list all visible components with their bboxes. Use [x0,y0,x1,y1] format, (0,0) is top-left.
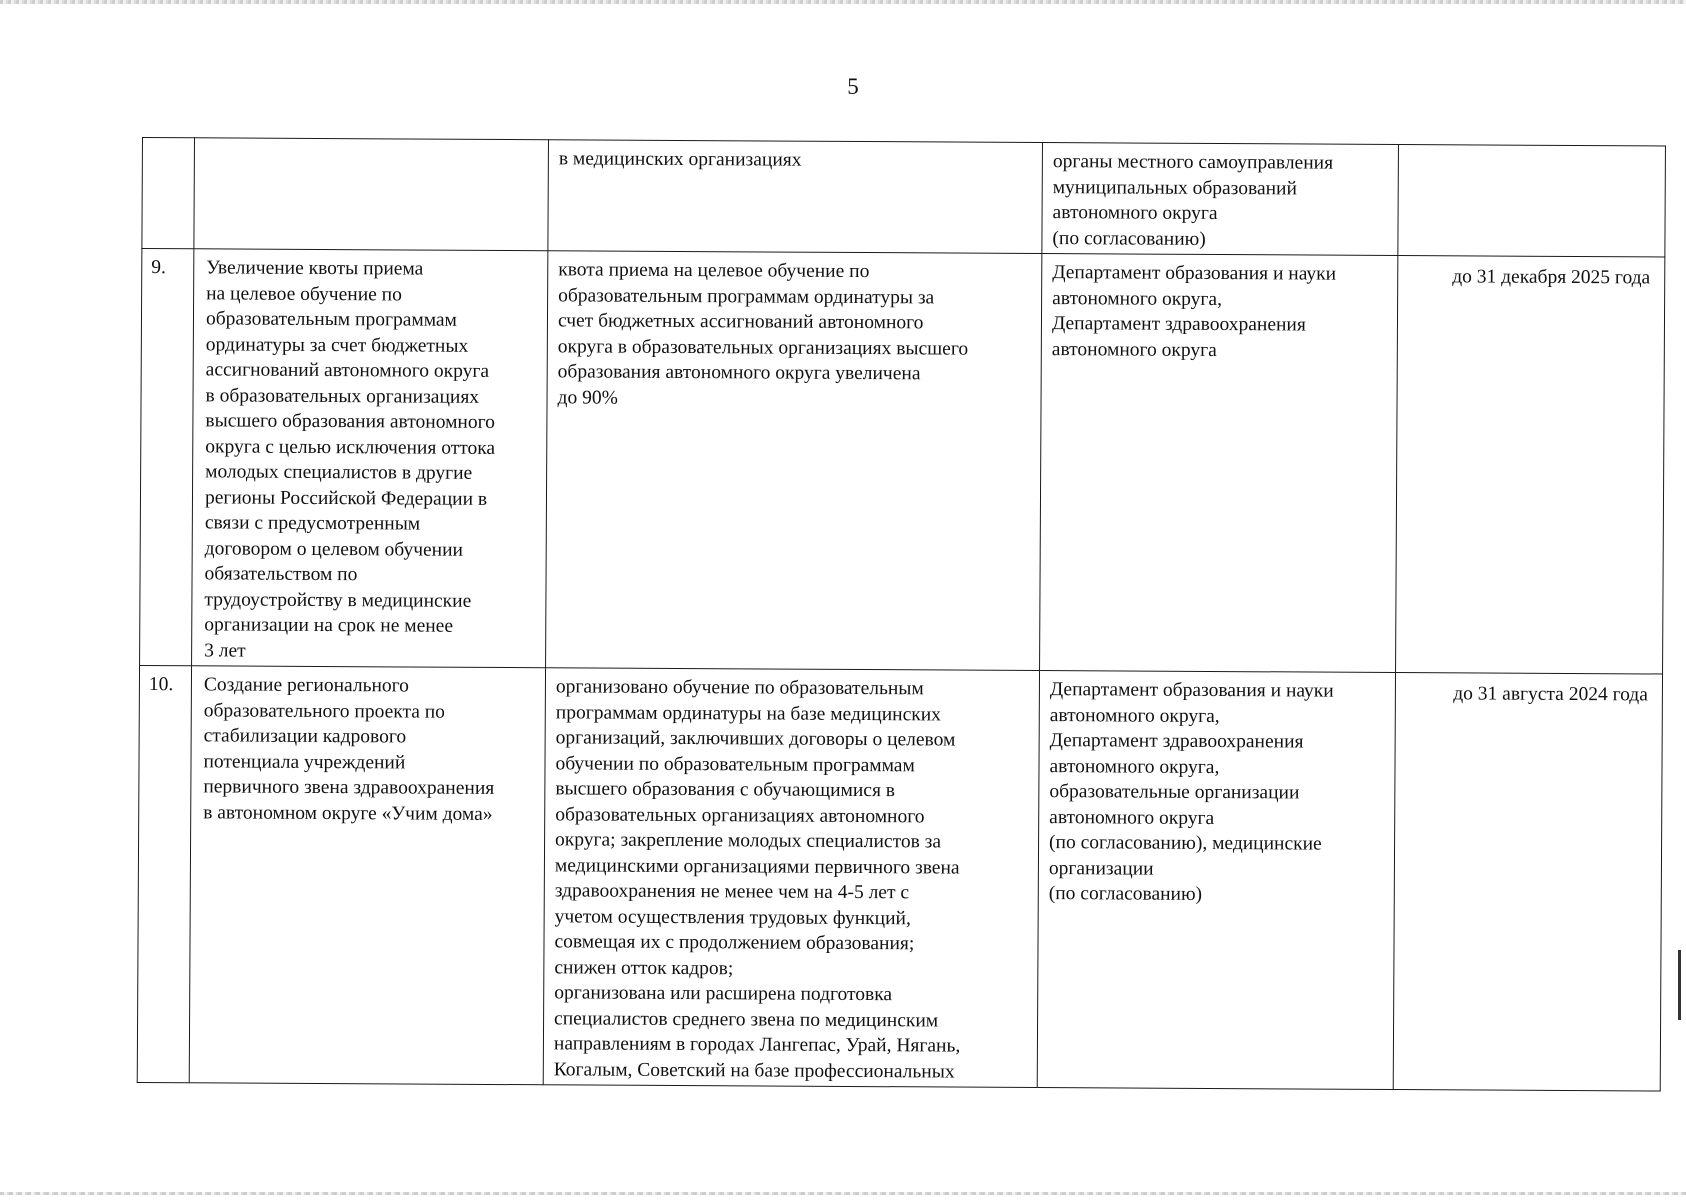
executors-cell: Департамент образования и науки автономного округа, Департамент здравоохранения автономного округа, образовательные организации автономного округа (по согласованию), медицинские организации (по согласованию) [1037,671,1395,1090]
row-number [142,138,195,249]
measures-table [137,137,1666,1091]
task-cell [194,138,549,251]
executors-cell: органы местного самоуправления муниципальных образований автономного округа (по согласованию) [1042,143,1399,256]
executors-cell: Департамент образования и науки автономного округа, Департамент здравоохранения автономного округа [1040,254,1398,673]
scan-edge-mark [1678,950,1681,1020]
result-cell: организовано обучение по образовательным программам ординатуры на базе медицинских организаций, заключивших договоры о целевом обучении по образовательным программам высшего образования с обучающимися в образовательных организациях автономного округа; закрепление молодых специалистов за медицинскими организациями первичного звена здравоохранения не менее чем на 4-5 лет с учетом осуществления трудовых функций, совмещая их с продолжением образования; снижен отток кадров; организована или расширена подготовка специалистов среднего звена по медицинским направлениям в городах Лангепас, Урай, Нягань, Когалым, Советский на базе профессиональных [543,668,1039,1088]
table-row [142,138,1666,258]
deadline-cell: до 31 декабря 2025 года [1396,256,1665,674]
row-number: 9. [140,249,194,666]
task-cell: Создание регионального образовательного проекта по стабилизации кадрового потенциала учреждений первичного звена здравоохранения в автономном округе «Учим дома» [189,666,545,1085]
row-number: 10. [137,665,191,1082]
table-row [137,665,1662,1090]
deadline-cell: до 31 августа 2024 года [1393,673,1662,1091]
deadline-cell [1398,145,1666,257]
page-number: 5 [847,74,859,99]
result-cell: в медицинских организациях [548,140,1043,254]
scan-edge-top [0,0,1686,4]
result-cell: квота приема на целевое обучение по образовательным программам ординатуры за счет бюджетных ассигнований автономного округа в образовательных организациях высшего образования автономного округа увеличена до 90% [546,251,1042,671]
scan-edge-bottom [0,1192,1686,1195]
task-cell: Увеличение квоты приема на целевое обучение по образовательным программам ординатуры за счет бюджетных ассигнований автономного округа в образовательных организациях высшего образования автономного округа с целью исключения оттока молодых специалистов в другие регионы Российской Федерации в связи с предусмотренным договором о целевом обучении обязательством по трудоустройству в медицинские организации на срок не менее 3 лет [192,249,548,668]
table-row [140,249,1665,674]
